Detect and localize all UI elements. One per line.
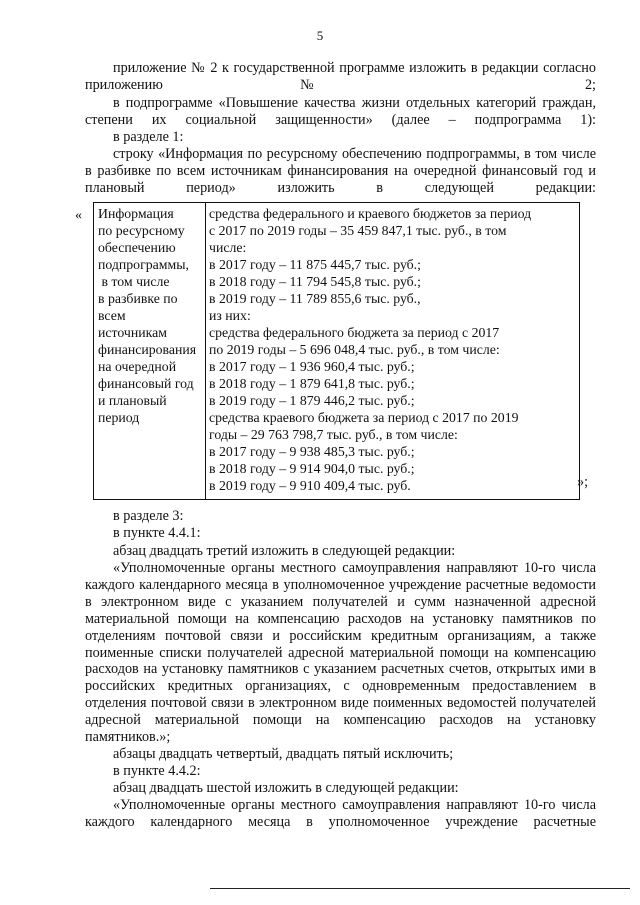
label-line: и плановый — [98, 393, 167, 408]
paragraph-quote-2: «Уполномоченные органы местного самоуправления направляют 10-го числа каждого календарного месяца в уполномоченное учреждение расчетные — [85, 797, 596, 830]
paragraph-item-4-4-2: в пункте 4.4.2: — [113, 763, 201, 779]
value-line: в 2017 году – 1 936 960,4 тыс. руб.; — [209, 359, 415, 374]
label-line: источникам — [98, 325, 167, 340]
label-line: финансовый год — [98, 376, 194, 391]
table-cell-values — [206, 203, 580, 500]
value-line: средства федерального бюджета за период с 2017 — [209, 325, 500, 340]
value-line: средства краевого бюджета за период с 2017 по 2019 — [209, 410, 519, 425]
paragraph-abzac-24-25: абзацы двадцать четвертый, двадцать пятый исключить; — [113, 746, 454, 762]
paragraph-abzac-23: абзац двадцать третий изложить в следующей редакции: — [113, 543, 456, 559]
label-line: по ресурсному — [98, 223, 185, 238]
value-line: числе: — [209, 240, 247, 255]
value-line: с 2017 по 2019 годы – 35 459 847,1 тыс. руб., в том — [209, 223, 507, 238]
label-line: обеспечению — [98, 240, 176, 255]
paragraph-item-4-4-1: в пункте 4.4.1: — [113, 525, 201, 541]
label-line: в разбивке по — [98, 291, 178, 306]
table-close-quote: »; — [577, 474, 589, 490]
paragraph-row-replacement: строку «Информация по ресурсному обеспечению подпрограммы, в том числе в разбивке по всем источникам финансирования на очередной финансовый год и плановый период» изложить в следующей редакции: — [85, 146, 596, 196]
label-line: всем — [98, 308, 126, 323]
paragraph-section-1: в разделе 1: — [113, 129, 184, 145]
paragraph-subprogram: в подпрограмме «Повышение качества жизни отдельных категорий граждан, степени их социальной защищенности» (далее – подпрограмма 1): — [85, 95, 596, 128]
paragraph-section-3: в разделе 3: — [113, 508, 184, 524]
value-line: в 2017 году – 11 875 445,7 тыс. руб.; — [209, 257, 421, 272]
value-line: из них: — [209, 308, 251, 323]
table-open-quote: « — [75, 208, 82, 223]
label-line: на очередной — [98, 359, 177, 374]
paragraph-quote-1: «Уполномоченные органы местного самоуправления направляют 10-го числа каждого календарного месяца в уполномоченное учреждение расчетные ведомости в электронном виде с указанием получателей и сумм назначенной адресной материальной помощи на компенсацию расходов на установку памятников по отделениям почтовой связи и российским кредитным организациям, а также поименные списки получателей адресной материальной помощи на компенсацию расходов на установку памятников с указанием расчетных счетов, открытых ими в российских кредитных организациях, с одновременным предоставлением в отделения почтовой связи в электронном виде поименных ведомостей получателей адресной материальной помощи на компенсацию расходов на установку памятников.»; — [85, 560, 596, 746]
value-line: по 2019 годы – 5 696 048,4 тыс. руб., в том числе: — [209, 342, 500, 357]
paragraph-abzac-26: абзац двадцать шестой изложить в следующей редакции: — [113, 780, 459, 796]
paragraph-appendix: приложение № 2 к государственной программе изложить в редакции согласно приложению № 2; — [85, 60, 596, 93]
value-line: в 2018 году – 11 794 545,8 тыс. руб.; — [209, 274, 421, 289]
value-line: в 2019 году – 9 910 409,4 тыс. руб. — [209, 478, 411, 493]
label-line: подпрограммы, — [98, 257, 189, 272]
value-line: годы – 29 763 798,7 тыс. руб., в том числе: — [209, 427, 458, 442]
value-line: средства федерального и краевого бюджетов за период — [209, 206, 532, 221]
label-line: период — [98, 410, 140, 425]
label-line: финансирования — [98, 342, 197, 357]
page-number: 5 — [316, 28, 324, 43]
table-cell-label — [94, 203, 206, 500]
table-row — [94, 203, 580, 500]
value-line: в 2019 году – 1 879 446,2 тыс. руб.; — [209, 393, 415, 408]
label-line: в том числе — [98, 274, 170, 289]
page-bottom-rule — [210, 888, 630, 889]
value-line: в 2017 году – 9 938 485,3 тыс. руб.; — [209, 444, 415, 459]
resource-table — [93, 202, 580, 500]
value-line: в 2018 году – 9 914 904,0 тыс. руб.; — [209, 461, 415, 476]
value-line: в 2019 году – 11 789 855,6 тыс. руб., — [209, 291, 421, 306]
value-line: в 2018 году – 1 879 641,8 тыс. руб.; — [209, 376, 415, 391]
label-line: Информация — [98, 206, 174, 221]
